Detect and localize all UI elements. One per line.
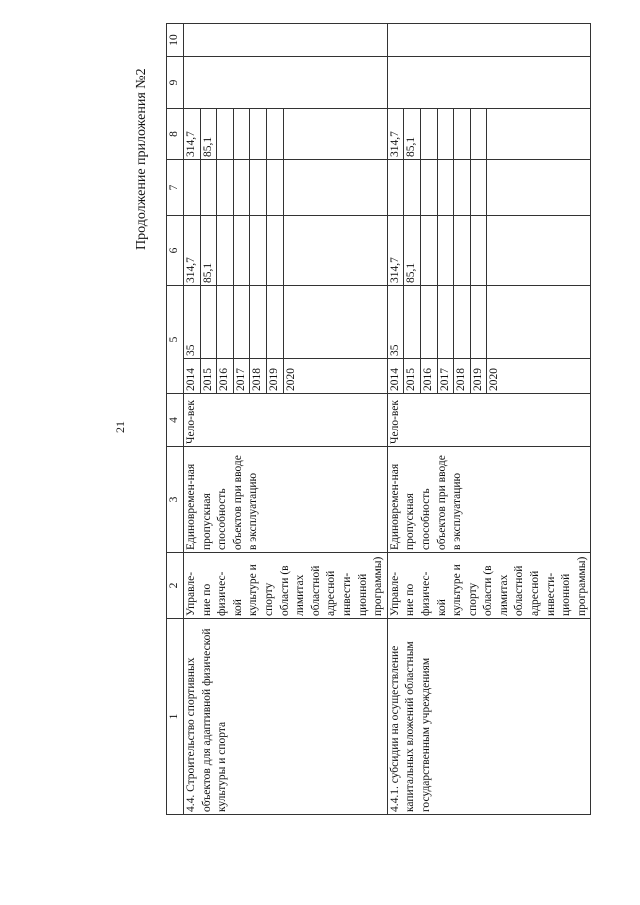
col8-value <box>487 109 503 159</box>
col7-value <box>267 160 284 215</box>
col8-value: 314,7 <box>184 109 201 159</box>
year-label: 2018 <box>454 359 471 393</box>
col6-value: 314,7 <box>184 216 201 285</box>
col6-value <box>471 216 488 285</box>
unit-cell: Чело-век <box>184 394 388 447</box>
year-label: 2020 <box>284 368 297 391</box>
col8-value: 314,7 <box>388 109 405 159</box>
years-cell <box>184 359 388 394</box>
item-cell: 4.4. Строительство спортивных объектов для адаптивной физической культуры и спорта <box>184 619 388 815</box>
header-row <box>167 24 184 815</box>
col6-value <box>487 216 503 285</box>
col5-value: 35 <box>388 286 405 358</box>
year-label: 2020 <box>488 368 501 391</box>
col8-cell <box>184 109 388 160</box>
col7-value <box>421 160 438 215</box>
header-col-2: 2 <box>167 553 184 619</box>
col8-value <box>267 109 284 159</box>
col5-cell <box>387 286 591 359</box>
header-col-3: 3 <box>167 447 184 553</box>
item-cell: 4.4.1. субсидии на осуществление капитальных вложений областным государственным учреждениям <box>387 619 591 815</box>
col5-value <box>421 286 438 358</box>
col7-value <box>438 160 455 215</box>
col5-value: 35 <box>184 286 201 358</box>
header-col-4: 4 <box>167 394 184 447</box>
col8-value <box>421 109 438 159</box>
col5-value <box>267 286 284 358</box>
col6-value <box>234 216 251 285</box>
year-label: 2019 <box>267 359 284 393</box>
year-label: 2017 <box>438 359 455 393</box>
executor-cell: Управле-ние по физичес-кой культуре и спорту области (в лимитах областной адресной инвести-ционной программы) <box>184 553 388 619</box>
col6-value <box>267 216 284 285</box>
col5-value <box>201 286 218 358</box>
col9-cell <box>184 57 388 109</box>
col6-value: 85,1 <box>404 216 421 285</box>
year-label: 2016 <box>421 359 438 393</box>
col8-value <box>471 109 488 159</box>
col8-value <box>454 109 471 159</box>
year-label: 2015 <box>201 359 218 393</box>
col6-value <box>421 216 438 285</box>
unit-cell: Чело-век <box>387 394 591 447</box>
col6-value <box>284 216 300 285</box>
header-col-10: 10 <box>167 24 184 57</box>
year-label: 2017 <box>234 359 251 393</box>
col8-value <box>284 109 300 159</box>
col8-value <box>250 109 267 159</box>
col10-cell <box>184 24 388 57</box>
col5-value <box>404 286 421 358</box>
years-cell <box>387 359 591 394</box>
col7-value <box>250 160 267 215</box>
header-col-9: 9 <box>167 57 184 109</box>
col5-value <box>217 286 234 358</box>
table-row <box>184 24 388 815</box>
table-row <box>387 24 591 815</box>
col6-value: 314,7 <box>388 216 405 285</box>
executor-cell: Управле-ние по физичес-кой культуре и спорту области (в лимитах областной адресной инвести-ционной программы) <box>387 553 591 619</box>
col9-cell <box>387 57 591 109</box>
col5-value <box>471 286 488 358</box>
col8-value <box>234 109 251 159</box>
year-label: 2015 <box>404 359 421 393</box>
col5-value <box>438 286 455 358</box>
year-label: 2014 <box>184 359 201 393</box>
col5-value <box>250 286 267 358</box>
year-label: 2014 <box>388 359 405 393</box>
col7-value <box>201 160 218 215</box>
header-col-1: 1 <box>167 619 184 815</box>
col7-value <box>234 160 251 215</box>
col7-value <box>454 160 471 215</box>
col7-cell <box>184 160 388 216</box>
header-col-6: 6 <box>167 216 184 286</box>
col7-cell <box>387 160 591 216</box>
header-col-5: 5 <box>167 286 184 394</box>
appendix-heading: Продолжение приложения №2 <box>134 68 149 250</box>
col8-value: 85,1 <box>201 109 218 159</box>
indicator-cell: Единовремен-ная пропускная способность объектов при вводе в эксплуатацию <box>387 447 591 553</box>
col6-value <box>217 216 234 285</box>
col7-value <box>217 160 234 215</box>
col6-value <box>438 216 455 285</box>
col7-value <box>404 160 421 215</box>
col5-value <box>234 286 251 358</box>
col6-value: 85,1 <box>201 216 218 285</box>
col5-value <box>487 286 503 358</box>
header-col-7: 7 <box>167 160 184 216</box>
col10-cell <box>387 24 591 57</box>
rotated-table-sheet <box>166 24 588 815</box>
col5-value <box>454 286 471 358</box>
page-number: 21 <box>113 421 127 433</box>
col6-cell <box>387 216 591 286</box>
year-label: 2019 <box>471 359 488 393</box>
year-label: 2016 <box>217 359 234 393</box>
col5-value <box>284 286 300 358</box>
col7-value <box>284 160 300 215</box>
col6-value <box>250 216 267 285</box>
col8-value: 85,1 <box>404 109 421 159</box>
col7-value <box>184 160 201 215</box>
col8-value <box>438 109 455 159</box>
program-table <box>166 23 591 815</box>
col5-cell <box>184 286 388 359</box>
col7-value <box>487 160 503 215</box>
col8-value <box>217 109 234 159</box>
col8-cell <box>387 109 591 160</box>
col6-value <box>454 216 471 285</box>
year-label: 2018 <box>250 359 267 393</box>
indicator-cell: Единовремен-ная пропускная способность объектов при вводе в эксплуатацию <box>184 447 388 553</box>
col7-value <box>388 160 405 215</box>
header-col-8: 8 <box>167 109 184 160</box>
col7-value <box>471 160 488 215</box>
col6-cell <box>184 216 388 286</box>
